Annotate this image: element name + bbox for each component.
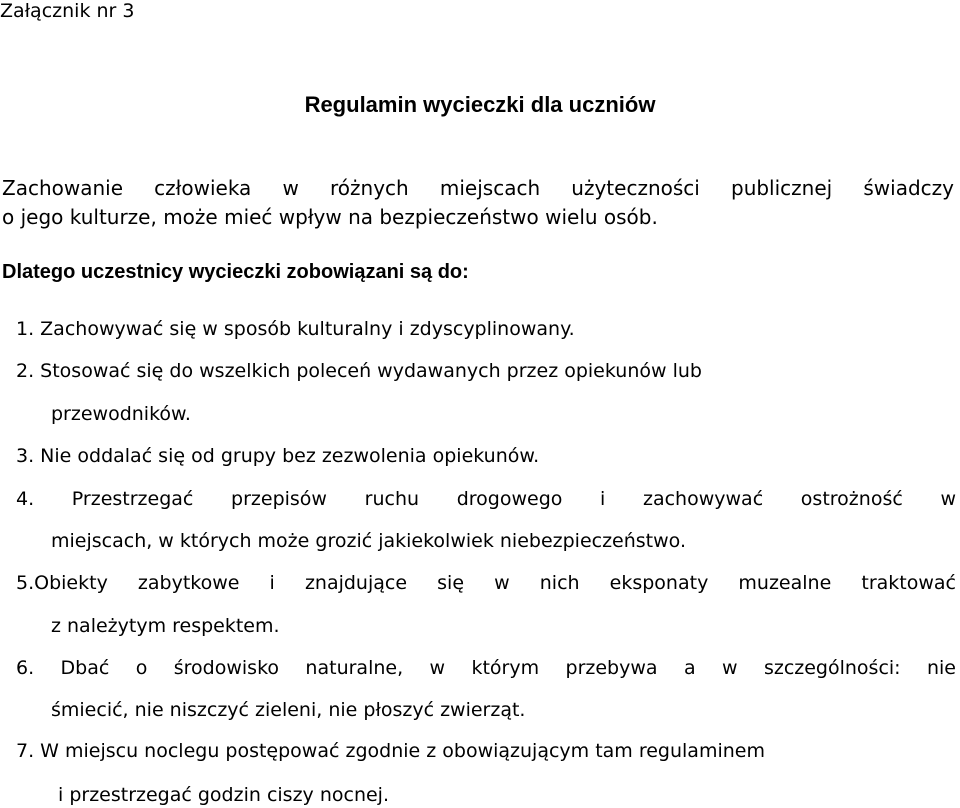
- document-title: Regulamin wycieczki dla uczniów: [304, 92, 656, 117]
- rule-5-line-2: z należytym respektem.: [51, 615, 280, 637]
- obligations-heading: Dlatego uczestnicy wycieczki zobowiązani są do:: [2, 261, 469, 283]
- rule-2-line-1: 2. Stosować się do wszelkich poleceń wydawanych przez opiekunów lub: [16, 360, 702, 382]
- rule-7-line-1: 7. W miejscu noclegu postępować zgodnie z obowiązującym tam regulaminem: [16, 740, 765, 762]
- rule-5-line-1: 5.Obiekty zabytkowe i znajdujące się w nich eksponaty muzealne traktować: [16, 572, 956, 594]
- attachment-label: Załącznik nr 3: [0, 0, 135, 22]
- rule-6-line-1: 6. Dbać o środowisko naturalne, w którym przebywa a w szczególności: nie: [16, 657, 956, 679]
- intro-line-2: o jego kulturze, może mieć wpływ na bezpieczeństwo wielu osób.: [2, 205, 658, 229]
- rule-2-line-2: przewodników.: [51, 403, 191, 425]
- rule-4-line-1: 4. Przestrzegać przepisów ruchu drogowego i zachowywać ostrożność w: [16, 488, 956, 510]
- rule-3: 3. Nie oddalać się od grupy bez zezwolenia opiekunów.: [16, 445, 540, 467]
- rule-1: 1. Zachowywać się w sposób kulturalny i zdyscyplinowany.: [16, 318, 575, 340]
- intro-line-1: Zachowanie człowieka w różnych miejscach użyteczności publicznej świadczy: [2, 176, 954, 200]
- rule-4-line-2: miejscach, w których może grozić jakiekolwiek niebezpieczeństwo.: [51, 530, 687, 552]
- rule-6-line-2: śmiecić, nie niszczyć zieleni, nie płoszyć zwierząt.: [51, 699, 526, 721]
- rule-7-line-2: i przestrzegać godzin ciszy nocnej.: [58, 784, 389, 806]
